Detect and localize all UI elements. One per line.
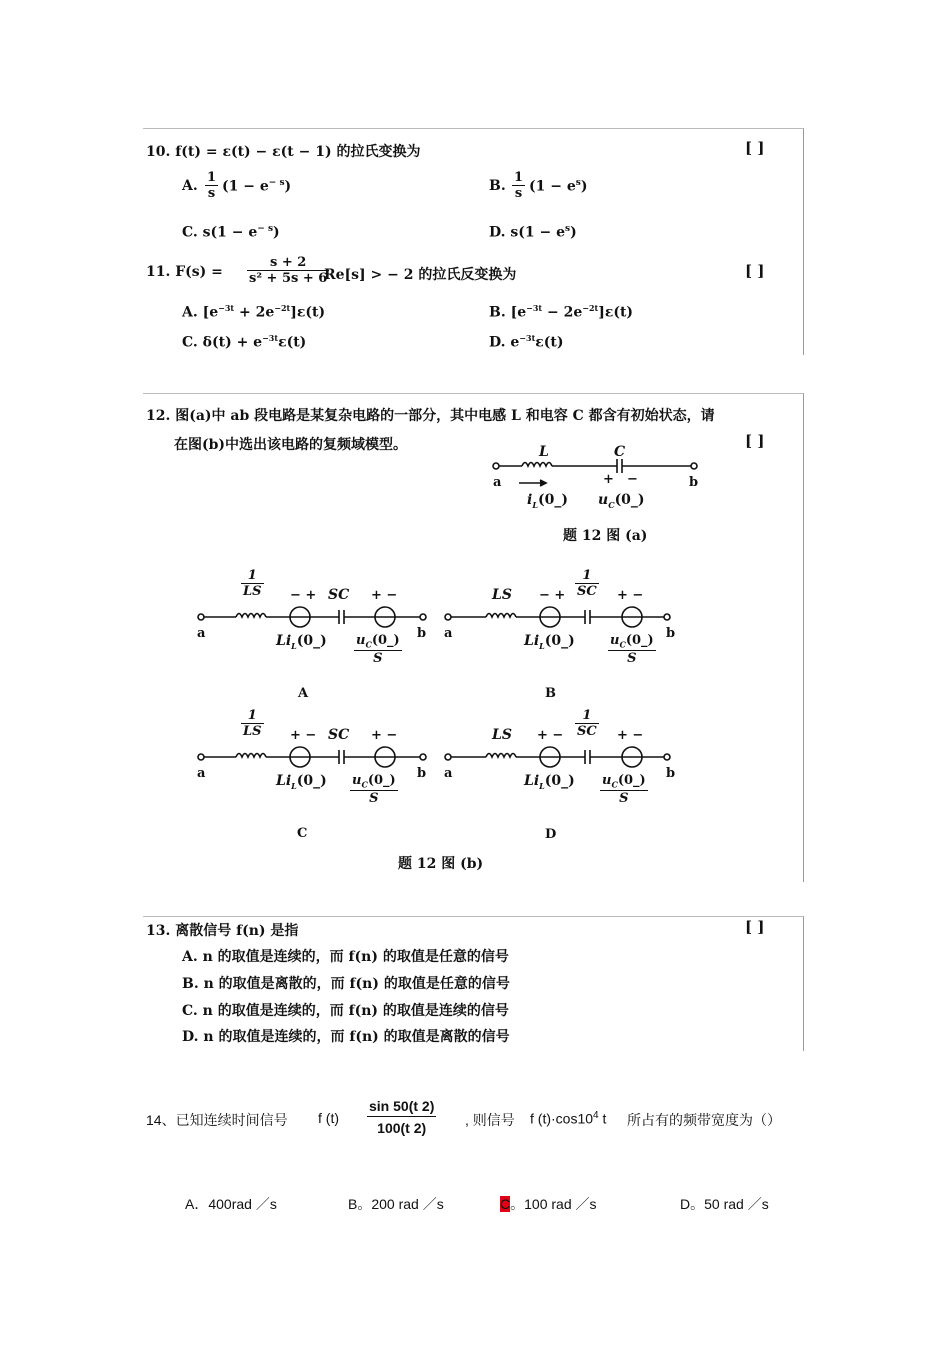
optC-polarity-2: + − (371, 728, 398, 743)
q14-fraction: $\frac{\sin 50(t 2)}{100(t 2)}$ (369, 1098, 435, 1136)
optC-node-a: a (197, 766, 206, 781)
q13-option-a: A. n 的取值是连续的，而 f(n) 的取值是任意的信号 (182, 949, 509, 965)
optA-polarity-2: + − (371, 588, 398, 603)
optC-source-1-label: $Li_L(0\_)$ (276, 773, 327, 791)
optC-inductor-impedance: $\frac{1}{LS}$ (243, 708, 262, 739)
q14-option-c-highlight: C (500, 1196, 511, 1212)
optA-label: A (298, 686, 309, 701)
q11-fraction: $\frac{s + 2}{\text{s² + 5s + 6}}$ (249, 255, 328, 286)
optA-capacitor-impedance: SC (328, 587, 350, 603)
q14-mid: , 则信号 (465, 1112, 515, 1128)
q14-option-b: B。200 rad ／s (348, 1196, 444, 1212)
q12-figure-b-circuits (0, 0, 1, 1)
optC-source-2-label: $\frac{u_C(0\_)}{S}$ (352, 773, 396, 806)
optB-polarity-2: + − (617, 588, 644, 603)
optA-node-a: a (197, 626, 206, 641)
q14-option-a: A．400rad ／s (185, 1196, 277, 1212)
question-box-10-11 (143, 128, 804, 355)
q12-stem-line1: 12. 图(a)中 ab 段电路是某复杂电路的一部分，其中电感 L 和电容 C 都含有初始状态，请 (146, 408, 715, 424)
q10-option-b-fraction: $\frac{1}{s}$ (514, 170, 524, 201)
optD-source-2-label: $\frac{u_C(0\_)}{S}$ (602, 773, 646, 806)
q10-stem: 10. f(t) = ε(t) − ε(t − 1) 的拉氏变换为 (146, 144, 421, 160)
optD-source-1-label: $Li_L(0\_)$ (524, 773, 575, 791)
optB-polarity-1: − + (539, 588, 566, 603)
q13-option-c: C. n 的取值是连续的，而 f(n) 的取值是连续的信号 (182, 1003, 509, 1019)
optA-node-b: b (417, 626, 427, 641)
optA-source-1-label: $Li_L(0\_)$ (276, 633, 327, 651)
optD-polarity-2: + − (617, 728, 644, 743)
q10-answer-bracket: [ ] (745, 139, 765, 157)
optB-node-a: a (444, 626, 453, 641)
optD-inductor-impedance: LS (492, 727, 512, 743)
q14-prefix: 14、已知连续时间信号 (146, 1112, 288, 1128)
q12-stem-line2: 在图(b)中选出该电路的复频域模型。 (174, 437, 408, 453)
optD-label: D (545, 827, 557, 842)
question-box-12 (143, 393, 804, 882)
q14-option-c: C。100 rad ／s (500, 1196, 597, 1212)
optC-label: C (297, 826, 308, 841)
fig-b-caption: 题 12 图 (b) (398, 856, 484, 872)
q11-answer-bracket: [ ] (745, 262, 765, 280)
optB-source-1-label: $Li_L(0\_)$ (524, 633, 575, 651)
optD-node-b: b (666, 766, 676, 781)
optC-node-b: b (417, 766, 427, 781)
optB-node-b: b (666, 626, 676, 641)
q11-prefix: 11. F(s) = (146, 264, 223, 280)
fig-a-plus: + (603, 472, 614, 487)
fig-a-inductor-label: L (539, 444, 549, 460)
q11-option-b: B. $[e^{-3t} - 2e^{-2t}]\varepsilon(t)$ (489, 303, 634, 321)
optC-capacitor-impedance: SC (328, 727, 350, 743)
q12-answer-bracket: [ ] (745, 432, 765, 450)
optB-label: B (545, 686, 556, 701)
q10-option-c: C. $s(1 - e^{- s})$ (182, 224, 280, 241)
q13-answer-bracket: [ ] (745, 918, 765, 936)
optD-capacitor-impedance: $\frac{1}{SC}$ (577, 708, 597, 739)
optA-polarity-1: − + (290, 588, 317, 603)
optD-node-a: a (444, 766, 453, 781)
q10-option-b-expr: $(1 - e^s)$ (529, 178, 588, 195)
fig-a-node-b: b (689, 475, 699, 490)
q10-option-d: D. $s(1 - e^s)$ (489, 224, 577, 241)
fig-a-minus: − (627, 472, 638, 487)
q11-option-a: A. $[e^{-3t} + 2e^{-2t}]\varepsilon(t)$ (182, 303, 326, 321)
fig-a-uc0: $u_C(0\_)$ (598, 492, 645, 510)
q10-option-a-expr: $(1 - e^{- s})$ (222, 178, 292, 195)
optB-inductor-impedance: LS (492, 587, 512, 603)
q11-condition: Re[s] > − 2 的拉氏反变换为 (324, 267, 517, 283)
q13-option-d: D. n 的取值是连续的，而 f(n) 的取值是离散的信号 (182, 1029, 510, 1045)
q13-stem: 13. 离散信号 f(n) 是指 (146, 923, 299, 939)
optB-source-2-label: $\frac{u_C(0\_)}{S}$ (610, 633, 654, 666)
fig-a-node-a: a (493, 475, 502, 490)
fig-a-capacitor-label: C (614, 444, 626, 460)
optD-polarity-1: + − (537, 728, 564, 743)
q10-option-a-fraction: $\frac{1}{s}$ (207, 170, 217, 201)
q11-option-c: C. $\delta(t) + e^{-3t}\varepsilon(t)$ (182, 333, 307, 351)
optA-source-2-label: $\frac{u_C(0\_)}{S}$ (356, 633, 400, 666)
q14-ft: f (t) (318, 1110, 339, 1126)
q11-option-d: D. $e^{-3t}\varepsilon(t)$ (489, 333, 564, 351)
q13-option-b: B. n 的取值是离散的，而 f(n) 的取值是任意的信号 (182, 976, 510, 992)
fig-a-il0: $i_L(0\_)$ (527, 492, 568, 510)
q14-expression: f $(t)\cdot\cos 10^4$ t (530, 1110, 607, 1127)
optA-inductor-impedance: $\frac{1}{LS}$ (243, 568, 262, 599)
optC-polarity-1: + − (290, 728, 317, 743)
q14-tail: 所占有的频带宽度为（） (627, 1112, 781, 1128)
q10-option-a: A. (182, 178, 198, 194)
optB-capacitor-impedance: $\frac{1}{SC}$ (577, 568, 597, 599)
q10-option-b: B. (489, 178, 506, 194)
q14-option-d: D。50 rad ／s (680, 1196, 769, 1212)
fig-a-caption: 题 12 图 (a) (563, 528, 648, 544)
